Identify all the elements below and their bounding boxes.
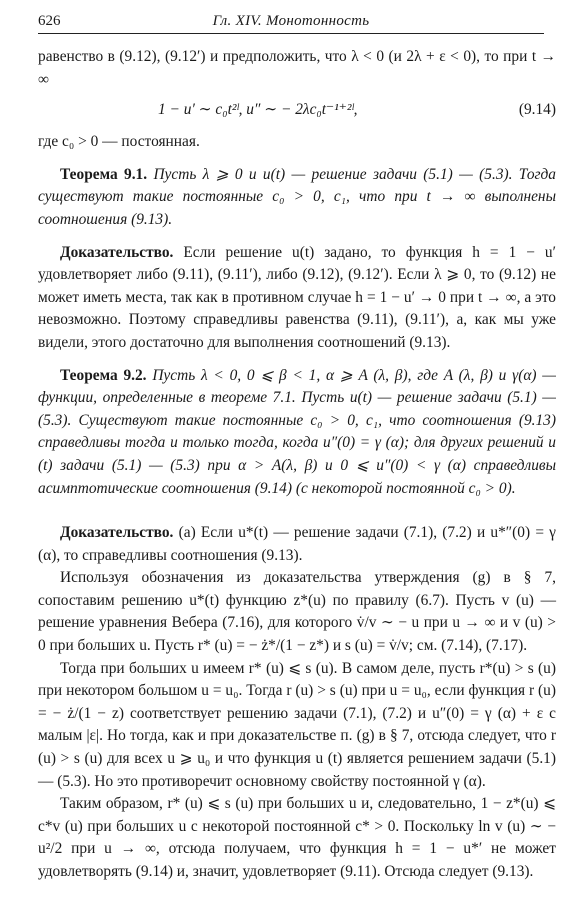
page-body — [38, 46, 556, 884]
paragraph-conclusion: Таким образом, r* (u) ⩽ s (u) при больших u и, следовательно, 1 − z*(u) ⩽ c*v (u) при больших u с некоторой постоянной c* > 0. Поскольку ln v (u) ∼ − u²/2 при u → ∞, отсюда получаем, что функция h = 1 − u*′ не может удовлетворять (9.14) и, значит, удовлетворяет (9.11). Отсюда следует (9.13). — [38, 795, 556, 880]
theorem-9-2 — [38, 365, 556, 501]
equation-number: (9.14) — [518, 101, 556, 119]
proof-2-heading: Доказательство. — [60, 524, 174, 542]
page-number: 626 — [38, 13, 61, 29]
paragraph-constant: где c₀ > 0 — постоянная. — [38, 133, 200, 151]
proof-theorem-9-1 — [38, 242, 556, 355]
proof-theorem-9-2 — [38, 522, 556, 567]
equation-9-14 — [38, 91, 556, 131]
proof-1-heading: Доказательство. — [60, 243, 174, 261]
header-rule — [38, 33, 544, 34]
theorem-9-1-statement: Пусть λ ⩾ 0 и u(t) — решение задачи (5.1) — (5.3). Тогда существуют такие постоянные c₀ > 0, c₁, что при t → ∞ выполнены соотношения (9.13). — [38, 165, 556, 228]
running-title: Гл. XIV. Монотонность — [212, 13, 370, 29]
theorem-9-2-heading: Теорема 9.2. — [60, 366, 147, 384]
theorem-9-1-heading: Теорема 9.1. — [60, 165, 148, 183]
paragraph-intro: равенство в (9.12), (9.12′) и предположить, что λ < 0 (и 2λ + ε < 0), то при t → ∞ — [38, 48, 556, 88]
theorem-9-2-statement: Пусть λ < 0, 0 ⩽ β < 1, α ⩾ A (λ, β), где A (λ, β) и γ(α) — функции, определенные в теореме 7.1. Пусть u(t) — решение задачи (5.1) — (5.3). Существуют такие постоянные c₀ > 0, c₁, что соотношения (9.13) справедливы тогда и только тогда, когда u″(0) = γ (α); для других решений и (t) задачи (5.1) — (5.3) при α > A(λ, β) и 0 ⩽ u″(0) < γ (α) справедливы асимптотические соотношения (9.14) (с некоторой постоянной c₀ > 0). — [38, 366, 556, 497]
proof-2-body: (а) Если u*(t) — решение задачи (7.1), (7.2) и u*″(0) = γ (α), то справедливы соотношения (9.13). — [38, 524, 556, 564]
page-header — [38, 10, 544, 32]
proof-1-body: Если решение u(t) задано, то функция h = 1 − u′ удовлетворяет либо (9.11), (9.11′), либо (9.12), (9.12′). Если λ ⩾ 0, то (9.12) не может иметь места, так как в противном случае h = 1 − u′ → 0 при t → ∞, а это невозможно. Поэтому справедливы равенства (9.11), (9.11′), а, как мы уже видели, этого достаточно для выполнения соотношений (9.13). — [38, 243, 556, 351]
theorem-9-1 — [38, 164, 556, 232]
paragraph-weber: Используя обозначения из доказательства утверждения (g) в § 7, сопоставим решению u*(t) функцию z*(u) по правилу (6.7). Пусть v (u) — решение уравнения Вебера (7.16), для которого v̇/v ∼ − u при u → ∞ и v (u) > 0 при больших u. Пусть r* (u) = − ż*/(1 − z*) и s (u) = v̇/v; см. (7.14), (7.17). — [38, 569, 556, 655]
paragraph-comparison: Тогда при больших u имеем r* (u) ⩽ s (u). В самом деле, пусть r*(u) > s (u) при некотором большом u = u₀. Тогда r (u) > s (u) при u = u₀, если функция r (u) = − ż/(1 − z) соответствует решению задачи (7.1), (7.2) и u″(0) = γ (α) + ε с малым |ε|. Но тогда, как и при доказательстве п. (g) в § 7, отсюда следует, что r (u) > s (u) для всех u ⩾ u₀ и что функция u (t) является решением задачи (5.1) — (5.3). Но это противоречит основному свойству постоянной γ (α). — [38, 659, 556, 790]
equation-body: 1 − u′ ∼ c₀t²ˡ, u″ ∼ − 2λc₀t⁻¹⁺²ˡ, — [158, 101, 358, 119]
